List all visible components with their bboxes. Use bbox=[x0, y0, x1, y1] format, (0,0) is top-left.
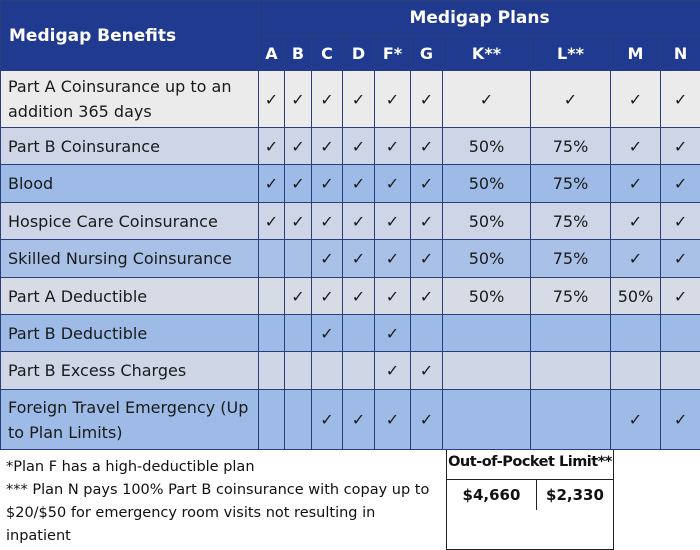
coverage-cell bbox=[611, 315, 661, 352]
checkmark-icon: ✓ bbox=[611, 128, 661, 165]
checkmark-icon: ✓ bbox=[343, 203, 375, 240]
benefit-label: Part A Deductible bbox=[1, 278, 259, 315]
checkmark-icon: ✓ bbox=[411, 203, 443, 240]
checkmark-icon: ✓ bbox=[285, 128, 312, 165]
checkmark-icon: ✓ bbox=[375, 240, 411, 278]
coverage-cell bbox=[259, 315, 285, 352]
checkmark-icon: ✓ bbox=[661, 128, 700, 165]
coverage-cell: 50% bbox=[443, 278, 531, 315]
out-of-pocket-title: Out-of-Pocket Limit** bbox=[448, 454, 612, 470]
checkmark-icon: ✓ bbox=[343, 165, 375, 203]
coverage-cell: 75% bbox=[531, 203, 611, 240]
checkmark-icon: ✓ bbox=[259, 71, 285, 128]
benefit-label: Part B Coinsurance bbox=[1, 128, 259, 165]
coverage-cell bbox=[443, 352, 531, 390]
coverage-cell bbox=[312, 352, 343, 390]
checkmark-icon: ✓ bbox=[312, 240, 343, 278]
plan-header-8: M bbox=[611, 36, 661, 71]
checkmark-icon: ✓ bbox=[411, 390, 443, 450]
checkmark-icon: ✓ bbox=[411, 278, 443, 315]
checkmark-icon: ✓ bbox=[411, 240, 443, 278]
benefit-label: Foreign Travel Emergency (Up to Plan Limits) bbox=[1, 390, 259, 450]
coverage-cell bbox=[285, 390, 312, 450]
checkmark-icon: ✓ bbox=[443, 71, 531, 128]
checkmark-icon: ✓ bbox=[375, 165, 411, 203]
checkmark-icon: ✓ bbox=[661, 165, 700, 203]
checkmark-icon: ✓ bbox=[259, 128, 285, 165]
benefit-label: Blood bbox=[1, 165, 259, 203]
checkmark-icon: ✓ bbox=[312, 315, 343, 352]
benefit-label: Part B Deductible bbox=[1, 315, 259, 352]
coverage-cell bbox=[259, 352, 285, 390]
coverage-cell bbox=[661, 352, 700, 390]
checkmark-icon: ✓ bbox=[611, 390, 661, 450]
coverage-cell bbox=[443, 390, 531, 450]
plan-header-9: N bbox=[661, 36, 700, 71]
coverage-cell bbox=[343, 352, 375, 390]
benefits-body bbox=[1, 71, 700, 450]
checkmark-icon: ✓ bbox=[375, 352, 411, 390]
checkmark-icon: ✓ bbox=[312, 278, 343, 315]
coverage-cell bbox=[259, 390, 285, 450]
checkmark-icon: ✓ bbox=[611, 203, 661, 240]
coverage-cell: 50% bbox=[611, 278, 661, 315]
out-of-pocket-l: $2,330 bbox=[546, 486, 604, 504]
coverage-cell bbox=[285, 240, 312, 278]
plan-header-6: K** bbox=[443, 36, 531, 71]
coverage-cell bbox=[611, 352, 661, 390]
coverage-cell bbox=[531, 352, 611, 390]
coverage-cell: 75% bbox=[531, 240, 611, 278]
plan-header-0: A bbox=[259, 36, 285, 71]
checkmark-icon: ✓ bbox=[531, 71, 611, 128]
benefit-row bbox=[1, 278, 700, 315]
coverage-cell: 75% bbox=[531, 128, 611, 165]
checkmark-icon: ✓ bbox=[259, 165, 285, 203]
checkmark-icon: ✓ bbox=[661, 203, 700, 240]
checkmark-icon: ✓ bbox=[312, 165, 343, 203]
benefit-row bbox=[1, 71, 700, 128]
checkmark-icon: ✓ bbox=[411, 71, 443, 128]
checkmark-icon: ✓ bbox=[343, 71, 375, 128]
benefit-row bbox=[1, 240, 700, 278]
coverage-cell bbox=[411, 315, 443, 352]
coverage-cell: 75% bbox=[531, 278, 611, 315]
out-of-pocket-box bbox=[446, 450, 614, 550]
benefit-row bbox=[1, 128, 700, 165]
checkmark-icon: ✓ bbox=[312, 71, 343, 128]
checkmark-icon: ✓ bbox=[285, 71, 312, 128]
benefit-label: Skilled Nursing Coinsurance bbox=[1, 240, 259, 278]
coverage-cell: 50% bbox=[443, 165, 531, 203]
checkmark-icon: ✓ bbox=[375, 128, 411, 165]
checkmark-icon: ✓ bbox=[411, 165, 443, 203]
checkmark-icon: ✓ bbox=[611, 71, 661, 128]
coverage-cell bbox=[259, 278, 285, 315]
checkmark-icon: ✓ bbox=[285, 278, 312, 315]
coverage-cell bbox=[285, 315, 312, 352]
checkmark-icon: ✓ bbox=[661, 278, 700, 315]
checkmark-icon: ✓ bbox=[611, 165, 661, 203]
coverage-cell bbox=[285, 352, 312, 390]
checkmark-icon: ✓ bbox=[611, 240, 661, 278]
benefit-row bbox=[1, 390, 700, 450]
plan-header-7: L** bbox=[531, 36, 611, 71]
checkmark-icon: ✓ bbox=[661, 390, 700, 450]
coverage-cell bbox=[259, 240, 285, 278]
checkmark-icon: ✓ bbox=[411, 352, 443, 390]
coverage-cell bbox=[531, 315, 611, 352]
coverage-cell: 75% bbox=[531, 165, 611, 203]
coverage-cell: 50% bbox=[443, 128, 531, 165]
benefit-label: Part A Coinsurance up to an addition 365 days bbox=[1, 71, 259, 128]
plan-header-1: B bbox=[285, 36, 312, 71]
coverage-cell: 50% bbox=[443, 203, 531, 240]
benefit-row bbox=[1, 352, 700, 390]
footer bbox=[0, 450, 700, 550]
benefit-row bbox=[1, 165, 700, 203]
checkmark-icon: ✓ bbox=[375, 315, 411, 352]
plan-header-4: F* bbox=[375, 36, 411, 71]
footnote-plan-n: *** Plan N pays 100% Part B coinsurance with copay up to $20/$50 for emergency room visits not resulting in inpatient bbox=[6, 482, 430, 544]
plans-header: Medigap Plans bbox=[259, 1, 700, 36]
checkmark-icon: ✓ bbox=[285, 203, 312, 240]
plan-header-2: C bbox=[312, 36, 343, 71]
coverage-cell bbox=[661, 315, 700, 352]
footnote-plan-f: *Plan F has a high-deductible plan bbox=[6, 459, 255, 475]
coverage-cell bbox=[443, 315, 531, 352]
plan-header-3: D bbox=[343, 36, 375, 71]
checkmark-icon: ✓ bbox=[312, 390, 343, 450]
checkmark-icon: ✓ bbox=[343, 278, 375, 315]
checkmark-icon: ✓ bbox=[661, 240, 700, 278]
checkmark-icon: ✓ bbox=[375, 203, 411, 240]
checkmark-icon: ✓ bbox=[661, 71, 700, 128]
checkmark-icon: ✓ bbox=[343, 390, 375, 450]
checkmark-icon: ✓ bbox=[343, 240, 375, 278]
benefits-header: Medigap Benefits bbox=[1, 1, 259, 71]
out-of-pocket-k: $4,660 bbox=[447, 480, 537, 510]
coverage-cell: 50% bbox=[443, 240, 531, 278]
coverage-cell bbox=[531, 390, 611, 450]
checkmark-icon: ✓ bbox=[285, 165, 312, 203]
checkmark-icon: ✓ bbox=[343, 128, 375, 165]
benefit-label: Hospice Care Coinsurance bbox=[1, 203, 259, 240]
benefit-row bbox=[1, 315, 700, 352]
footnotes bbox=[6, 456, 442, 548]
checkmark-icon: ✓ bbox=[375, 390, 411, 450]
checkmark-icon: ✓ bbox=[312, 203, 343, 240]
checkmark-icon: ✓ bbox=[411, 128, 443, 165]
coverage-cell bbox=[343, 315, 375, 352]
checkmark-icon: ✓ bbox=[259, 203, 285, 240]
plan-header-5: G bbox=[411, 36, 443, 71]
benefit-label: Part B Excess Charges bbox=[1, 352, 259, 390]
benefit-row bbox=[1, 203, 700, 240]
checkmark-icon: ✓ bbox=[375, 278, 411, 315]
checkmark-icon: ✓ bbox=[312, 128, 343, 165]
checkmark-icon: ✓ bbox=[375, 71, 411, 128]
